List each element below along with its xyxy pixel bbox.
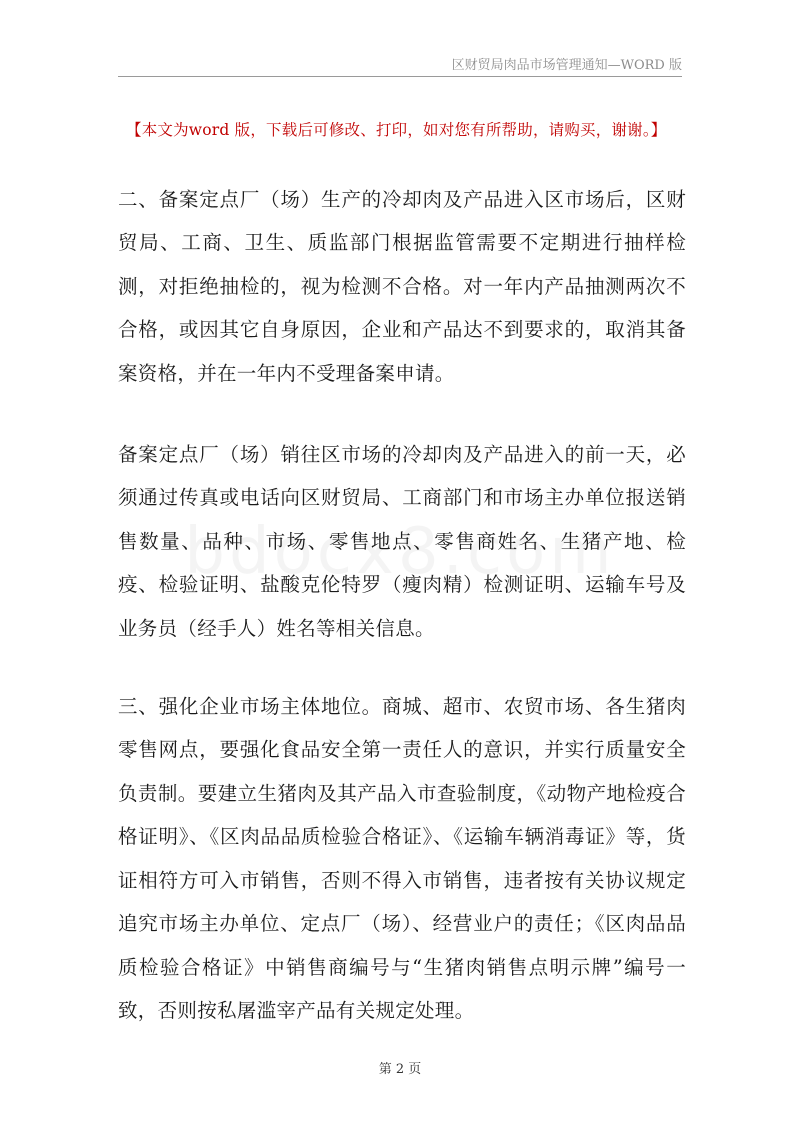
page-header <box>118 52 682 77</box>
page-number: 第 2 页 <box>378 1062 422 1077</box>
paragraph-reporting-requirements: 备案定点厂（场）销往区市场的冷却肉及产品进入的前一天，必须通过传真或电话向区财贸局、工商部门和市场主办单位报送销售数量、品种、市场、零售地点、零售商姓名、生猪产地、检疫、检验证明、盐酸克伦特罗（瘦肉精）检测证明、运输车号及业务员（经手人）姓名等相关信息。 <box>118 442 686 640</box>
header-title: 区财贸局肉品市场管理通知—WORD 版 <box>451 58 682 73</box>
purchase-notice: 【本文为word 版，下载后可修改、打印，如对您有所帮助，请购买，谢谢。】 <box>126 121 667 139</box>
paragraph-section-3: 三、强化企业市场主体地位。商城、超市、农贸市场、各生猪肉零售网点，要强化食品安全第一责任人的意识，并实行质量安全负责制。要建立生猪肉及其产品入市查验制度，《动物产地检疫合格证明》、《区肉品品质检验合格证》、《运输车辆消毒证》等，货证相符方可入市销售，否则不得入市销售，违者按有关协议规定追究市场主办单位、定点厂（场）、经营业户的责任；《区肉品品质检验合格证》中销售商编号与“生猪肉销售点明示牌”编号一致，否则按私屠滥宰产品有关规定处理。 <box>118 694 686 1022</box>
paragraph-section-2: 二、备案定点厂（场）生产的冷却肉及产品进入区市场后，区财贸局、工商、卫生、质监部门根据监管需要不定期进行抽样检测，对拒绝抽检的，视为检测不合格。对一年内产品抽测两次不合格，或因其它自身原因，企业和产品达不到要求的，取消其备案资格，并在一年内不受理备案申请。 <box>118 187 686 385</box>
